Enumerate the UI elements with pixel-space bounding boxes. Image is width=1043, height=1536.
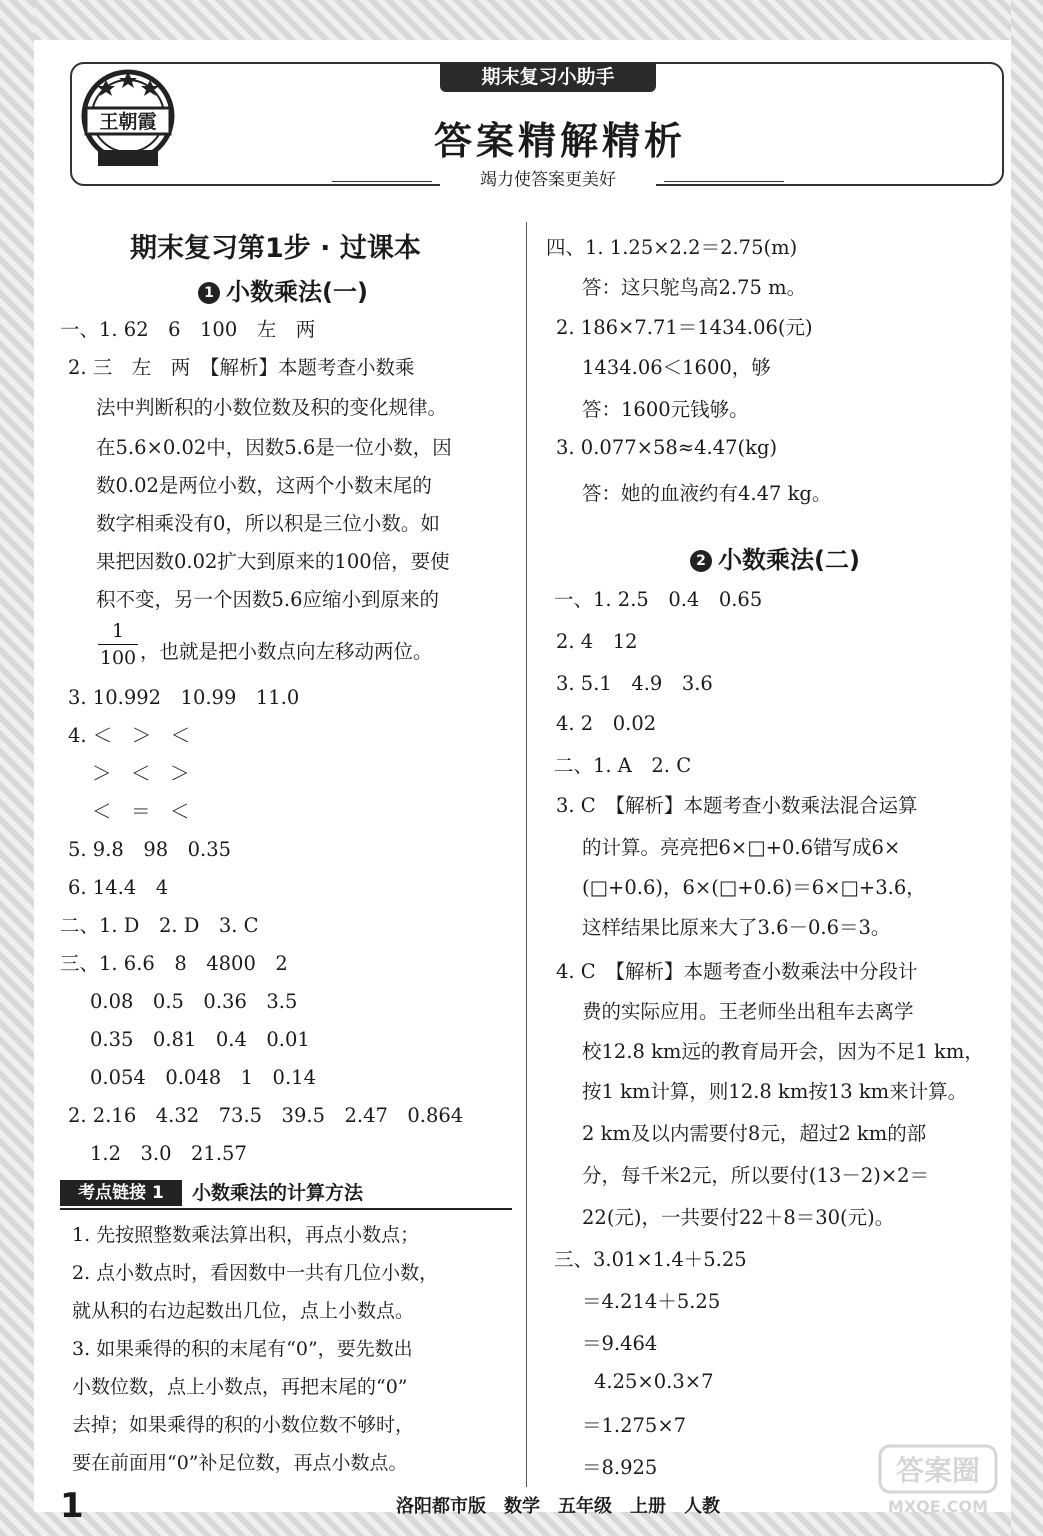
answer-line: ＜ ＝ ＜: [92, 800, 190, 823]
tip-line: 就从积的右边起数出几位，点上小数点。: [72, 1300, 415, 1322]
key-point-tag: 考点链接 1: [60, 1180, 182, 1206]
answer-line: 3. 5.1 4.9 3.6: [556, 672, 713, 695]
answer-line: 2. 2.16 4.32 73.5 39.5 2.47 0.864: [68, 1104, 464, 1127]
page-border-left: [0, 0, 34, 1536]
tip-line: 1. 先按照整数乘法算出积，再点小数点；: [72, 1224, 420, 1246]
answer-line: 的计算。亮亮把6×□+0.6错写成6×: [582, 836, 901, 859]
tip-line: 去掉；如果乘得的积的小数位数不够时，: [72, 1414, 415, 1436]
answer-line: ＝8.925: [582, 1456, 658, 1479]
header-banner: 期末复习小助手: [440, 62, 656, 92]
key-point-rule: [60, 1208, 512, 1210]
section-2-number: 2: [690, 550, 712, 572]
answer-line: 2 km及以内需要付8元，超过2 km的部: [582, 1122, 927, 1145]
tip-line: 小数位数，点上小数点，再把末尾的“0”: [72, 1376, 408, 1398]
section-2-title: [690, 540, 860, 575]
answer-line: 4. 2 0.02: [556, 712, 657, 735]
answer-line: 一、1. 62 6 100 左 两: [60, 318, 316, 341]
answer-line: ，也就是把小数点向左移动两位。: [140, 640, 433, 663]
answer-line: 积不变，另一个因数5.6应缩小到原来的: [96, 588, 440, 611]
fraction-denominator: 100: [99, 647, 137, 669]
answer-line: 4.25×0.3×7: [594, 1370, 714, 1393]
answer-line: 1434.06＜1600，够: [582, 356, 771, 379]
answer-line: 按1 km计算，则12.8 km按13 km来计算。: [582, 1080, 968, 1103]
answer-line: ＝4.214＋5.25: [582, 1290, 721, 1313]
answer-line: 3. 10.992 10.99 11.0: [68, 686, 300, 709]
answer-line: 6. 14.4 4: [68, 876, 169, 899]
answer-line: 1.2 3.0 21.57: [90, 1142, 247, 1165]
logo-text: 王朝霞: [99, 111, 157, 133]
watermark-main: 答案圈: [895, 1454, 981, 1487]
answer-line: 22(元)，一共要付22＋8＝30(元)。: [582, 1206, 895, 1229]
answer-line: 二、1. A 2. C: [554, 754, 692, 777]
answer-line: (□+0.6)，6×(□+0.6)＝6×□+3.6，: [582, 876, 926, 899]
watermark-sub: MXQE.COM: [887, 1497, 989, 1516]
answer-line: 答：她的血液约有4.47 kg。: [582, 482, 832, 505]
answer-line: 答：1600元钱够。: [582, 398, 749, 421]
fraction-one-hundredth: [98, 620, 138, 669]
answer-line: 2. 三 左 两 【解析】本题考查小数乘: [68, 356, 415, 379]
tip-line: 3. 如果乘得的积的末尾有“0”，要先数出: [72, 1338, 413, 1360]
answer-line: 分，每千米2元，所以要付(13－2)×2＝: [582, 1164, 930, 1187]
fraction-bar: [98, 644, 138, 645]
answer-line: 校12.8 km远的教育局开会，因为不足1 km，: [582, 1040, 984, 1063]
answer-line: 4. C 【解析】本题考查小数乘法中分段计: [556, 960, 918, 983]
answer-line: ＞ ＜ ＞: [92, 762, 190, 785]
slogan-rule-left: [332, 181, 432, 182]
answer-line: 三、1. 6.6 8 4800 2: [60, 952, 288, 975]
step-heading: 期末复习第1步 · 过课本: [130, 233, 421, 264]
page-border-top: [0, 0, 1043, 40]
page-number: 1: [60, 1486, 84, 1526]
section-1-title: [198, 272, 368, 307]
watermark: [878, 1440, 998, 1520]
answer-line: 2. 186×7.71＝1434.06(元): [556, 316, 813, 339]
answer-line: 4. ＜ ＞ ＜: [68, 724, 191, 747]
column-divider: [526, 222, 527, 1487]
answer-line: 3. C 【解析】本题考查小数乘法混合运算: [556, 794, 918, 817]
section-1-number: 1: [198, 282, 220, 304]
answer-line: 3. 0.077×58≈4.47(kg): [556, 436, 778, 459]
key-point-title: 小数乘法的计算方法: [192, 1182, 364, 1204]
answer-line: 2. 4 12: [556, 630, 638, 653]
answer-line: 0.054 0.048 1 0.14: [90, 1066, 316, 1089]
answer-line: 答：这只鸵鸟高2.75 m。: [582, 276, 807, 299]
answer-line: 数字相乘没有0，所以积是三位小数。如: [96, 512, 440, 535]
answer-line: 果把因数0.02扩大到原来的100倍，要使: [96, 550, 450, 573]
answer-line: 0.35 0.81 0.4 0.01: [90, 1028, 310, 1051]
answer-line: 一、1. 2.5 0.4 0.65: [554, 588, 763, 611]
answer-line: ＝9.464: [582, 1332, 658, 1355]
page-border-right: [1011, 0, 1043, 1536]
tip-line: 2. 点小数点时，看因数中一共有几位小数，: [72, 1262, 439, 1284]
fraction-numerator: 1: [111, 620, 125, 642]
answer-line: 在5.6×0.02中，因数5.6是一位小数，因: [96, 436, 452, 459]
answer-line: 二、1. D 2. D 3. C: [60, 914, 259, 937]
page-title: 答案精解精析: [433, 119, 686, 163]
answer-line: 法中判断积的小数位数及积的变化规律。: [96, 396, 448, 419]
answer-line: 0.08 0.5 0.36 3.5: [90, 990, 298, 1013]
key-point-box: [60, 1178, 512, 1208]
section-1-label: 小数乘法(一): [226, 278, 368, 306]
answer-line: 数0.02是两位小数，这两个小数末尾的: [96, 474, 432, 497]
answer-line: 这样结果比原来大了3.6－0.6＝3。: [582, 916, 891, 939]
answer-line: 5. 9.8 98 0.35: [68, 838, 232, 861]
slogan-rule-right: [664, 181, 784, 182]
answer-line: ＝1.275×7: [582, 1414, 687, 1437]
footer-info: 洛阳都市版 数学 五年级 上册 人教: [396, 1496, 720, 1517]
tip-line: 要在前面用“0”补足位数，再点小数点。: [72, 1452, 408, 1474]
answer-line: 四、1. 1.25×2.2＝2.75(m): [546, 236, 798, 259]
answer-line: 费的实际应用。王老师坐出租车去离学: [582, 1000, 914, 1023]
brand-logo: [78, 66, 178, 174]
answer-line: 三、3.01×1.4＋5.25: [554, 1248, 747, 1271]
section-2-label: 小数乘法(二): [718, 546, 860, 574]
slogan: 竭力使答案更美好: [440, 166, 656, 194]
